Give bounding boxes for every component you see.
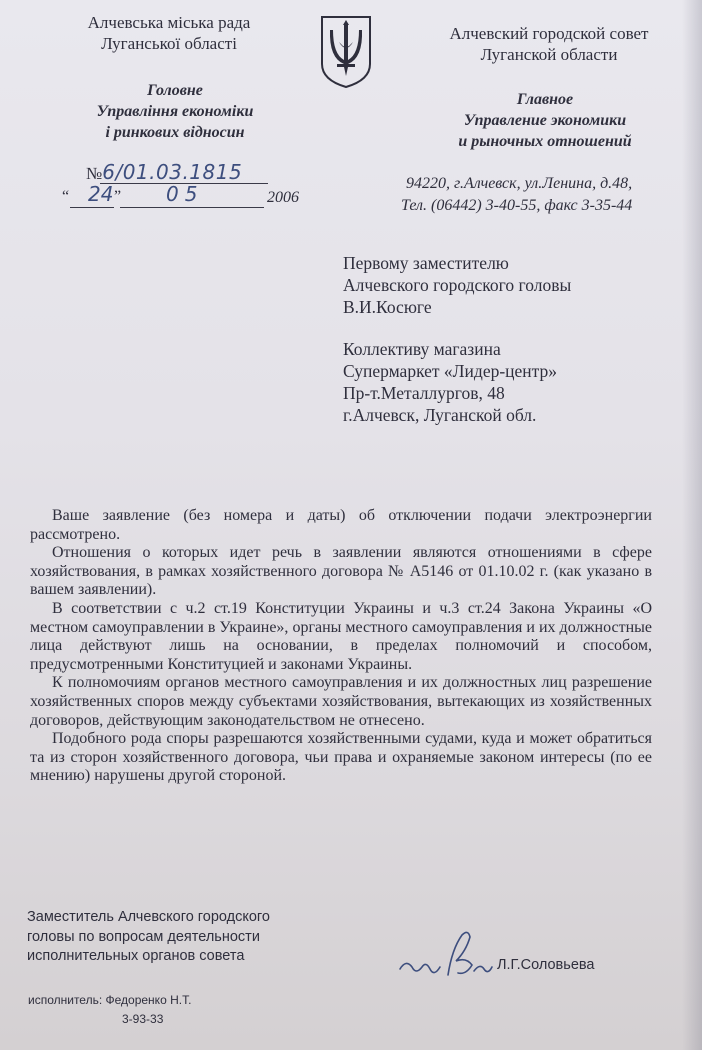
signatory-name: Л.Г.Соловьева: [497, 957, 595, 973]
letter-body: [30, 507, 652, 786]
recipient-line: Супермаркет «Лидер-центр»: [343, 361, 558, 381]
recipient-line: Первому заместителю: [343, 253, 509, 273]
recipient-line: г.Алчевск, Луганской обл.: [343, 405, 537, 425]
body-paragraph: Ваше заявление (без номера и даты) об отключении подачи электроэнергии рассмотрено.: [30, 507, 652, 543]
department-line: Управління економіки: [96, 103, 254, 120]
department-line: Главное: [516, 91, 574, 108]
department-line: Головне: [147, 82, 203, 99]
recipient-line: Коллективу магазина: [343, 339, 501, 359]
handwritten-month: 05: [166, 182, 204, 206]
recipient-line: В.И.Косюге: [343, 297, 432, 317]
org-region-line: Луганської області: [101, 34, 237, 53]
number-sign: №: [86, 164, 103, 183]
org-name-line: Алчевська міська рада: [87, 13, 251, 32]
signatory-title-line: головы по вопросам деятельности: [27, 928, 260, 945]
recipient-block-2: [343, 338, 557, 426]
quote-close: ”: [114, 188, 122, 205]
recipient-line: Пр-т.Металлургов, 48: [343, 383, 505, 403]
recipient-line: Алчевского городского головы: [343, 275, 572, 295]
executor-phone: 3-93-33: [122, 1012, 164, 1026]
department-russian: [420, 89, 670, 152]
date-year: 2006: [267, 189, 299, 206]
org-name-russian: [424, 23, 674, 65]
department-line: Управление экономики: [463, 112, 627, 129]
org-region-line: Луганской области: [480, 45, 618, 64]
department-line: і ринкових відносин: [105, 124, 245, 141]
address-phone-line: Тел. (06442) 3-40-55, факс 3-35-44: [401, 197, 633, 214]
signatory-title-line: исполнительных органов совета: [27, 948, 245, 964]
signatory-title-line: Заместитель Алчевского городского: [27, 909, 270, 925]
handwritten-number: 6/01.03.1815: [102, 160, 243, 184]
department-ukrainian: [62, 80, 288, 143]
quote-open: “: [62, 188, 70, 205]
handwritten-signature: [396, 925, 496, 987]
executor-line: исполнитель: Федоренко Н.Т.: [28, 993, 192, 1007]
body-paragraph: Отношения о которых идет речь в заявлении являются отношениями в сфере хозяйствования, в рамках хозяйственного договора № А5146 от 01.10.02 г. (как указано в вашем заявлении).: [30, 544, 652, 599]
handwritten-day: 24: [88, 182, 114, 206]
address-line: 94220, г.Алчевск, ул.Ленина, д.48,: [406, 175, 633, 192]
department-line: и рыночных отношений: [458, 133, 632, 150]
page-edge-shadow: [682, 0, 702, 1050]
month-underline: [120, 207, 264, 208]
body-paragraph: Подобного рода споры разрешаются хозяйственными судами, куда и может обратиться та из сторон хозяйственного договора, чьи права и охраняемые законом интересы (по ее мнению) нарушены другой стороной.: [30, 730, 652, 785]
trident-emblem-icon: [318, 14, 374, 90]
day-underline: [70, 207, 114, 208]
body-paragraph: В соответствии с ч.2 ст.19 Конституции Украины и ч.3 ст.24 Закона Украины «О местном самоуправлении в Украине», органы местного самоуправления и их должностные лица действуют лишь на основании, в пределах полномочий и способом, предусмотренными Конституцией и законами Украины.: [30, 599, 652, 673]
signatory-title: [27, 908, 270, 967]
org-name-line: Алчевский городской совет: [449, 24, 649, 43]
recipient-block-1: [343, 252, 571, 318]
org-name-ukrainian: [58, 12, 280, 54]
body-paragraph: К полномочиям органов местного самоуправления и их должностных лиц разрешение хозяйственных споров между субъектами хозяйствования, вытекающих из хозяйственных договоров, действующим законодательством не отнесено.: [30, 674, 652, 729]
reference-number: [86, 160, 242, 184]
organization-address: [401, 173, 632, 217]
